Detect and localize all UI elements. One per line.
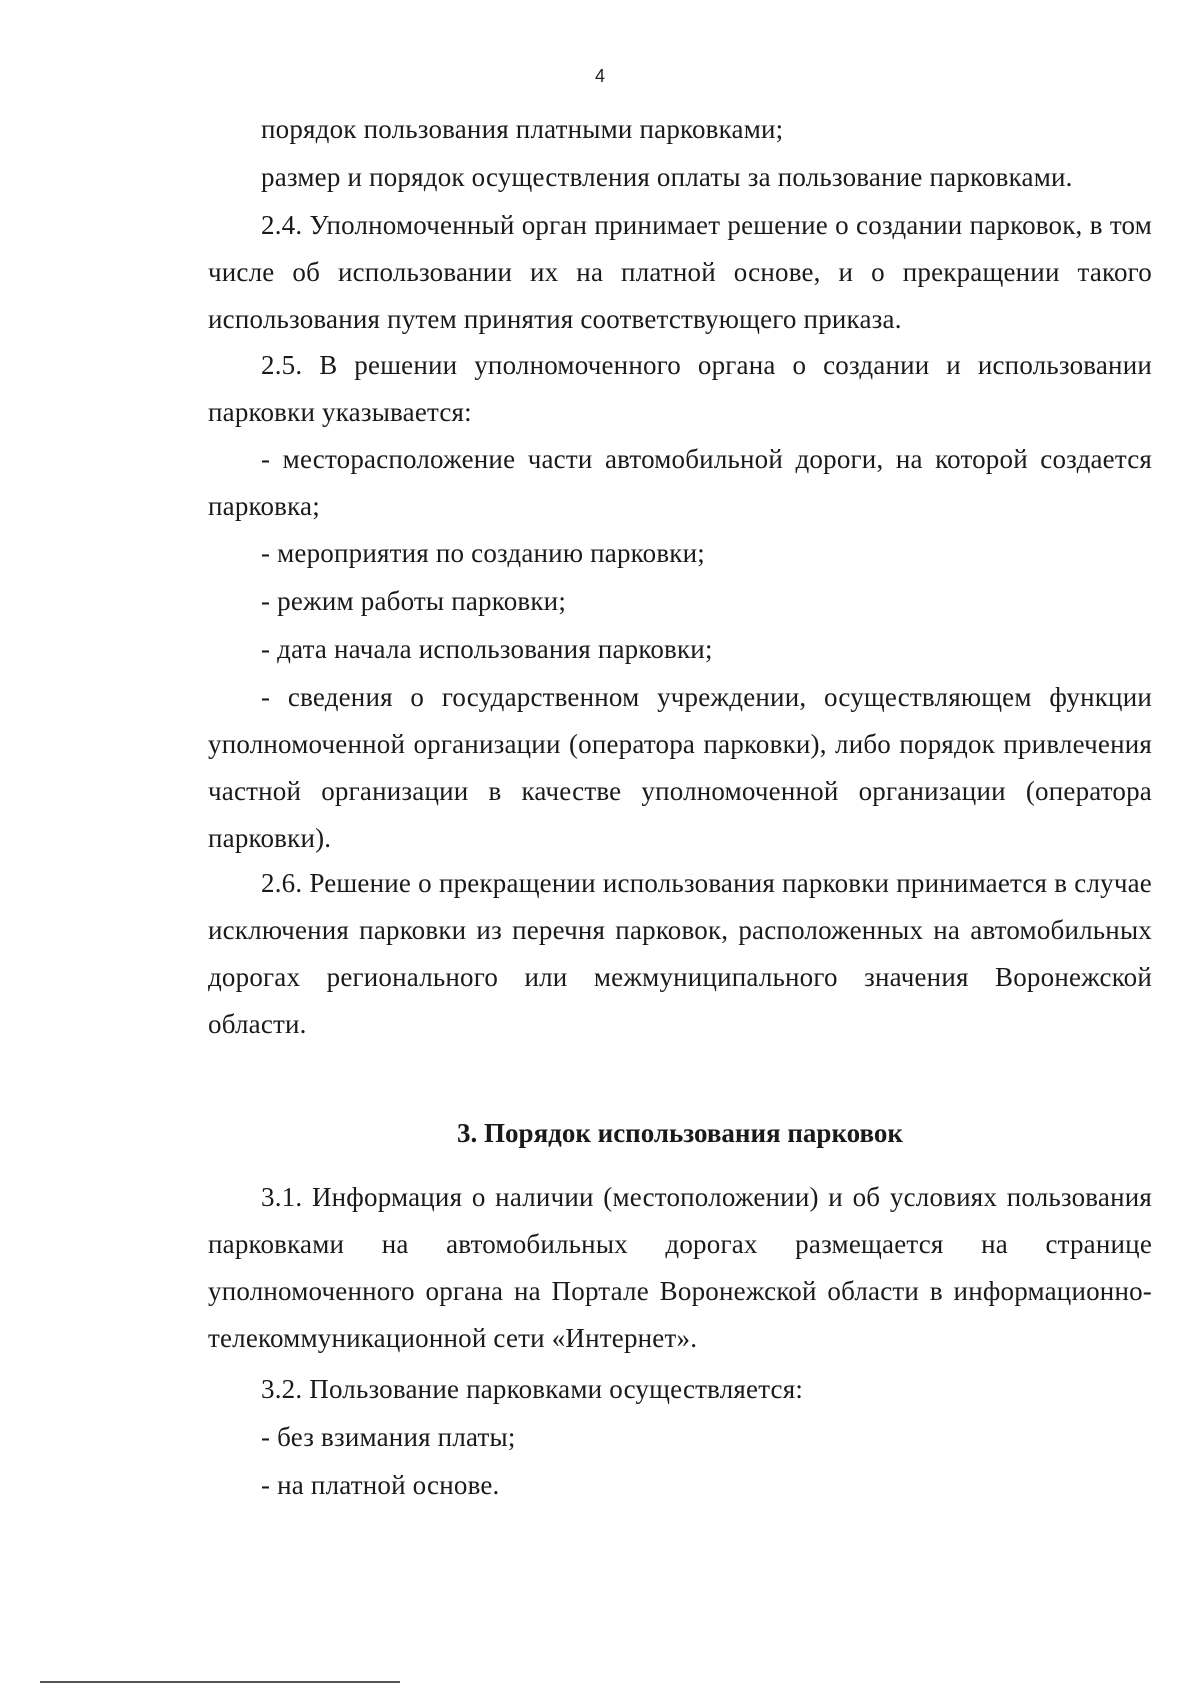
list-item: - режим работы парковки;: [261, 586, 567, 616]
paragraph: порядок пользования платными парковками;: [261, 114, 784, 144]
paragraph: размер и порядок осуществления оплаты за пользование парковками.: [261, 162, 1073, 192]
list-item: - сведения о государственном учреждении, осуществляющем функции уполномоченной организации (оператора парковки), либо порядок привлечения частной организации в качестве уполномоченной организации (оператора парковки).: [208, 682, 1152, 853]
paragraph: 2.4. Уполномоченный орган принимает решение о создании парковок, в том числе об использовании их на платной основе, и о прекращении такого использования путем принятия соответствующего приказа.: [208, 210, 1152, 334]
paragraph: 3.1. Информация о наличии (местоположении) и об условиях пользования парковками на автомобильных дорогах размещается на странице уполномоченного органа на Портале Воронежской области в информационно-телекоммуникационной сети «Интернет».: [208, 1182, 1152, 1353]
list-item: - мероприятия по созданию парковки;: [261, 538, 705, 568]
paragraph: 3.2. Пользование парковками осуществляется:: [261, 1374, 804, 1404]
list-item: - дата начала использования парковки;: [261, 634, 713, 664]
section-heading: 3. Порядок использования парковок: [457, 1118, 903, 1148]
page-number: 4: [594, 66, 605, 86]
list-item: - на платной основе.: [261, 1470, 500, 1500]
paragraph: 2.6. Решение о прекращении использования парковки принимается в случае исключения парковки из перечня парковок, расположенных на автомобильных дорогах регионального или межмуниципального значения Воронежской области.: [208, 868, 1152, 1039]
footer-rule: [40, 1681, 400, 1683]
paragraph: 2.5. В решении уполномоченного органа о создании и использовании парковки указывается:: [208, 350, 1152, 427]
list-item: - месторасположение части автомобильной дороги, на которой создается парковка;: [208, 444, 1152, 521]
list-item: - без взимания платы;: [261, 1422, 516, 1452]
